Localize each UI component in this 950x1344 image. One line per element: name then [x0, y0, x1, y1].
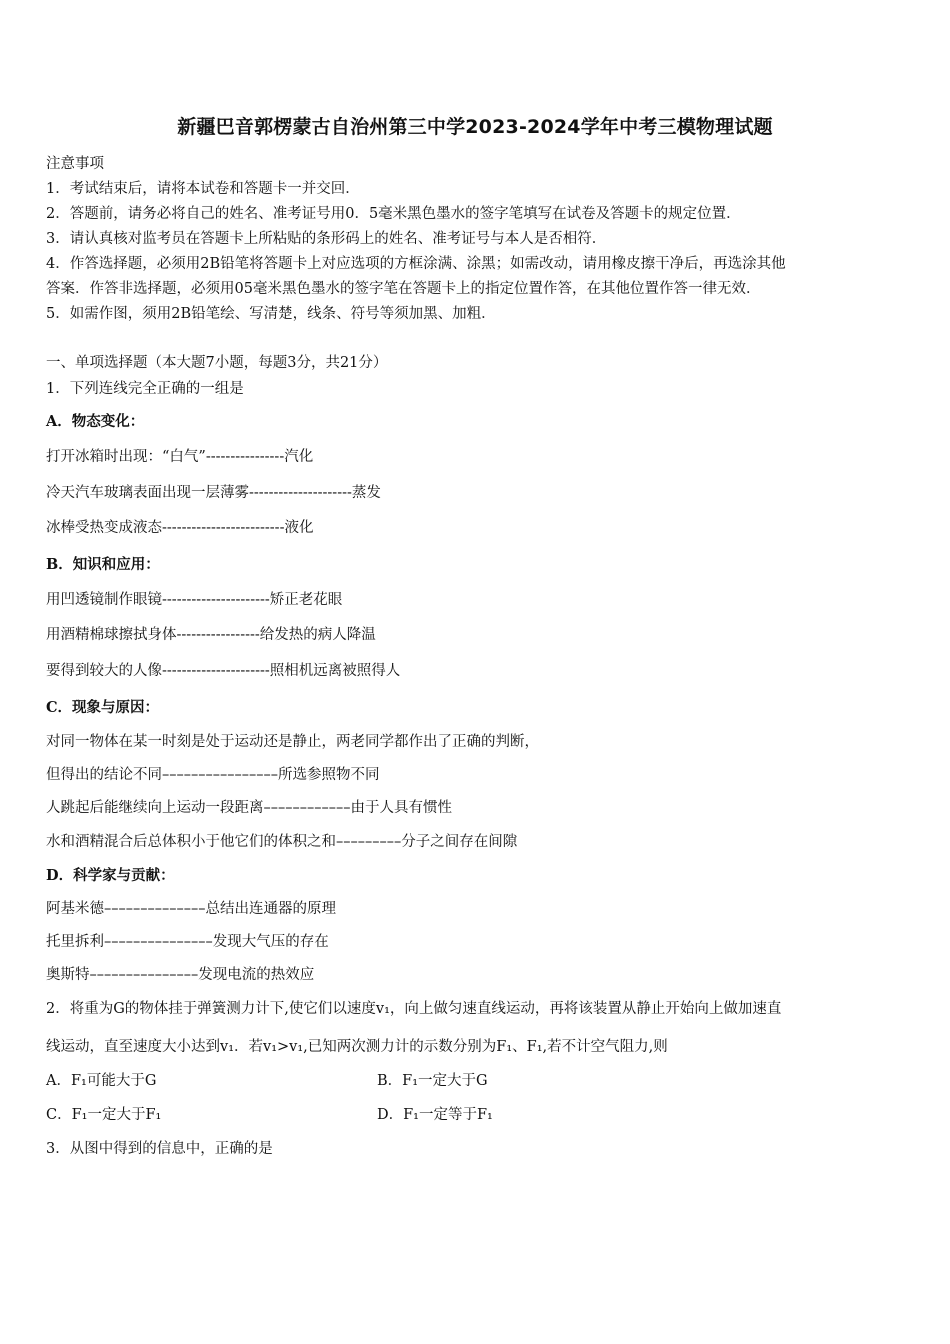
q1-c-line-1: 对同一物体在某一时刻是处于运动还是静止，两老同学都作出了正确的判断，: [46, 734, 539, 750]
q2-stem-line-2: 线运动，直至速度大小达到v₁．若v₁>v₁,已知两次测力计的示数分别为F₁、F₁,若不计空气阻力,则: [46, 1039, 668, 1055]
q1-a-line-3: 冰棒受热变成液态-------------------------液化: [46, 520, 314, 536]
q1-b-line-2: 用酒精棉球擦拭身体-----------------给发热的病人降温: [46, 627, 376, 643]
q1-c-line-4: 水和酒精混合后总体积小于他它们的体积之和–––––––––分子之间存在间隙: [46, 834, 518, 850]
notice-item-1: 1．考试结束后，请将本试卷和答题卡一并交回．: [46, 181, 360, 197]
q1-option-d-label: D．科学家与贡献：: [46, 867, 175, 884]
q2-option-b: B．F₁一定大于G: [377, 1073, 488, 1089]
notice-item-5: 5．如需作图，须用2B铅笔绘、写清楚，线条、符号等须加黑、加粗．: [46, 306, 496, 322]
q1-d-line-2: 托里拆利–––––––––––––––发现大气压的存在: [46, 934, 329, 950]
q1-option-b-label: B．知识和应用：: [46, 556, 160, 573]
q2-stem-line-1: 2．将重为G的物体挂于弹簧测力计下,使它们以速度v₁，向上做匀速直线运动，再将该装置从静止开始向上做加速直: [46, 1001, 782, 1017]
q1-a-line-2: 冷天汽车玻璃表面出现一层薄雾---------------------蒸发: [46, 485, 381, 501]
q1-b-line-1: 用凹透镜制作眼镜----------------------矫正老花眼: [46, 592, 343, 608]
q2-option-a: A．F₁可能大于G: [46, 1073, 157, 1089]
q2-option-c: C．F₁一定大于F₁: [46, 1107, 162, 1123]
q1-d-line-1: 阿基米德––––––––––––––总结出连通器的原理: [46, 901, 336, 917]
notice-item-4-cont: 答案．作答非选择题，必须用05毫米黑色墨水的签字笔在答题卡上的指定位置作答，在其他位置作答一律无效．: [46, 281, 761, 297]
q1-stem: 1．下列连线完全正确的一组是: [46, 381, 244, 397]
section-heading: 一、单项选择题（本大题7小题，每题3分，共21分）: [46, 355, 388, 371]
q2-option-d: D．F₁一定等于F₁: [377, 1107, 493, 1123]
q1-b-line-3: 要得到较大的人像----------------------照相机远离被照得人: [46, 663, 401, 679]
notice-heading: 注意事项: [46, 156, 104, 172]
q1-a-line-1: 打开冰箱时出现：“白气”----------------汽化: [46, 449, 314, 465]
q3-stem: 3．从图中得到的信息中，正确的是: [46, 1141, 273, 1157]
q1-d-line-3: 奥斯特–––––––––––––––发现电流的热效应: [46, 967, 315, 983]
q1-option-a-label: A．物态变化：: [46, 413, 145, 430]
notice-item-3: 3．请认真核对监考员在答题卡上所粘贴的条形码上的姓名、准考证号与本人是否相符．: [46, 231, 607, 247]
notice-item-2: 2．答题前，请务必将自己的姓名、准考证号用0．5毫米黑色墨水的签字笔填写在试卷及答题卡的规定位置．: [46, 206, 741, 222]
q1-c-line-2: 但得出的结论不同––––––––––––––––所选参照物不同: [46, 767, 380, 783]
q1-c-line-3: 人跳起后能继续向上运动一段距离––––––––––––由于人具有惯性: [46, 800, 452, 816]
exam-title: 新疆巴音郭楞蒙古自治州第三中学2023-2024学年中考三模物理试题: [177, 116, 773, 138]
q1-option-c-label: C．现象与原因：: [46, 699, 160, 716]
notice-item-4: 4．作答选择题，必须用2B铅笔将答题卡上对应选项的方框涂满、涂黑；如需改动，请用橡皮擦干净后，再选涂其他: [46, 256, 786, 272]
